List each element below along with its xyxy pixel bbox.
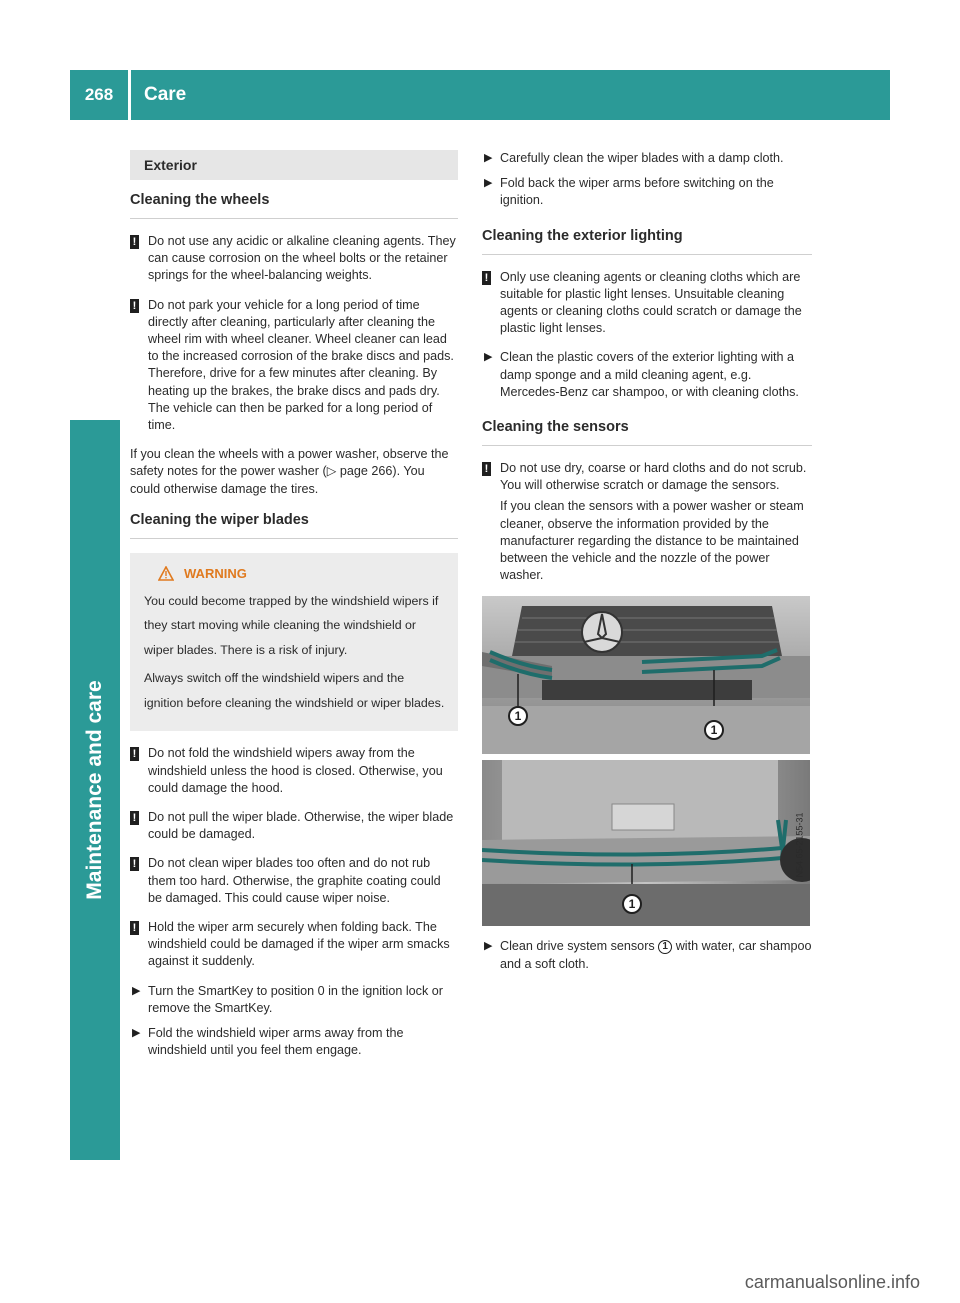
front-bumper-sensors-image (482, 596, 810, 754)
warning-text: You could become trapped by the windshield wipers if they start moving while cleaning the windshield or wiper blades. There is a risk of injury. (144, 593, 439, 657)
side-tab-label: Maintenance and care (83, 680, 106, 900)
note-text: Do not fold the windshield wipers away from the windshield unless the hood is closed. Otherwise, you could damage the hood. (148, 746, 443, 795)
sensor-callout-marker: 1 (704, 720, 724, 740)
warning-header (144, 563, 446, 585)
instruction-step (482, 938, 812, 972)
caution-icon: ! (130, 747, 139, 761)
step-arrow-icon: ▶ (132, 984, 141, 997)
instruction-step (482, 150, 812, 167)
step-text: with water, car shampoo and a soft cloth. (500, 939, 812, 971)
step-text: Turn the SmartKey to position 0 in the ignition lock or remove the SmartKey. (148, 983, 443, 1015)
image-reference-text: N54.65-2155-31 (794, 812, 805, 878)
image-reference-code (794, 770, 806, 920)
step-text: Clean the plastic covers of the exterior lighting with a damp sponge and a mild cleaning agent, e.g. Mercedes-Benz car shampoo, or with cleaning cloths. (500, 350, 799, 399)
step-text: Fold the windshield wiper arms away from the windshield until you feel them engage. (148, 1025, 404, 1058)
caution-icon: ! (130, 299, 139, 313)
caution-icon: ! (482, 462, 491, 476)
heading-cleaning-wiper-blades: Cleaning the wiper blades (130, 510, 458, 539)
caution-note (130, 919, 458, 971)
note-text: Do not park your vehicle for a long period of time directly after cleaning, particularly after cleaning the wheel rim with wheel cleaner. Wheel cleaner can lead to the increased corrosion of the brake discs and pads. Therefore, drive for a few minutes after cleaning. By heating up the brakes, the brake discs and pads dry. The vehicle can then be parked for a long period of time. (148, 297, 454, 433)
caution-note (482, 460, 812, 584)
caution-icon: ! (482, 271, 491, 285)
paragraph-power-washer: If you clean the wheels with a power washer, observe the safety notes for the power washer (▷ page 266). You could otherwise damage the tires. (130, 447, 449, 496)
caution-note (130, 297, 458, 435)
caution-icon: ! (130, 857, 139, 871)
page-number: 268 (84, 85, 114, 104)
watermark: carmanualsonline.info (744, 1272, 920, 1292)
left-column (130, 150, 458, 1067)
warning-box (130, 553, 458, 732)
header-divider (128, 70, 131, 120)
heading-cleaning-sensors: Cleaning the sensors (482, 417, 812, 446)
inline-callout-marker: 1 (658, 940, 672, 954)
step-arrow-icon: ▶ (484, 152, 493, 164)
caution-note (130, 745, 458, 797)
caution-note (130, 855, 458, 907)
right-column (482, 150, 812, 981)
step-arrow-icon: ▶ (484, 351, 493, 364)
rear-bumper-illustration (482, 760, 810, 926)
heading-cleaning-exterior-lighting: Cleaning the exterior lighting (482, 226, 812, 255)
step-arrow-icon: ▶ (484, 940, 493, 953)
front-bumper-illustration (482, 596, 810, 754)
instruction-step (482, 175, 812, 209)
step-arrow-icon: ▶ (484, 177, 493, 190)
section-heading: Exterior (130, 150, 458, 180)
instruction-step (130, 983, 458, 1017)
step-text: Carefully clean the wiper blades with a damp cloth. (500, 151, 784, 165)
heading-cleaning-wheels: Cleaning the wheels (130, 190, 458, 219)
warning-text: Always switch off the windshield wipers and the ignition before cleaning the windshield or wiper blades. (144, 671, 445, 710)
step-text: Fold back the wiper arms before switching on the ignition. (500, 176, 774, 208)
note-text: Do not clean wiper blades too often and do not rub them too hard. Otherwise, the graphite coating could be damaged. This could cause wiper noise. (148, 856, 441, 905)
instruction-step (482, 349, 812, 401)
caution-icon: ! (130, 235, 139, 249)
caution-icon: ! (130, 921, 139, 935)
caution-note (130, 233, 458, 285)
note-text: Hold the wiper arm securely when folding back. The windshield could be damaged if the wiper arm smacks against it suddenly. (148, 919, 450, 969)
note-text: Only use cleaning agents or cleaning cloths which are suitable for plastic light lenses. Unsuitable cleaning agents or cleaning cloths could scratch or damage the plastic light lenses. (500, 269, 802, 336)
sensor-callout-marker: 1 (508, 706, 528, 726)
step-arrow-icon: ▶ (132, 1026, 141, 1039)
note-text: Do not use dry, coarse or hard cloths and do not scrub. You will otherwise scratch or damage the sensors. (500, 461, 807, 493)
note-text: Do not pull the wiper blade. Otherwise, the wiper blade could be damaged. (148, 809, 454, 842)
chapter-title: Care (144, 84, 187, 105)
rear-bumper-sensors-image (482, 760, 810, 926)
sensor-callout-marker: 1 (622, 894, 642, 914)
note-text: If you clean the sensors with a power washer or steam cleaner, observe the information provided by the manufacturer regarding the distance to be maintained between the vehicle and the nozzle of the power washer. (500, 499, 804, 583)
section-side-label (82, 470, 108, 1110)
warning-title: WARNING (184, 565, 247, 581)
page-header (70, 70, 890, 120)
warning-triangle-icon (158, 566, 174, 581)
instruction-step (130, 1025, 458, 1059)
note-text: Do not use any acidic or alkaline cleaning agents. They can cause corrosion on the wheel bolts or the retainer springs for the wheel-balancing weights. (148, 234, 456, 283)
caution-icon: ! (130, 811, 139, 825)
step-text: Clean drive system sensors (500, 939, 655, 954)
caution-note (130, 809, 458, 843)
caution-note (482, 269, 812, 338)
